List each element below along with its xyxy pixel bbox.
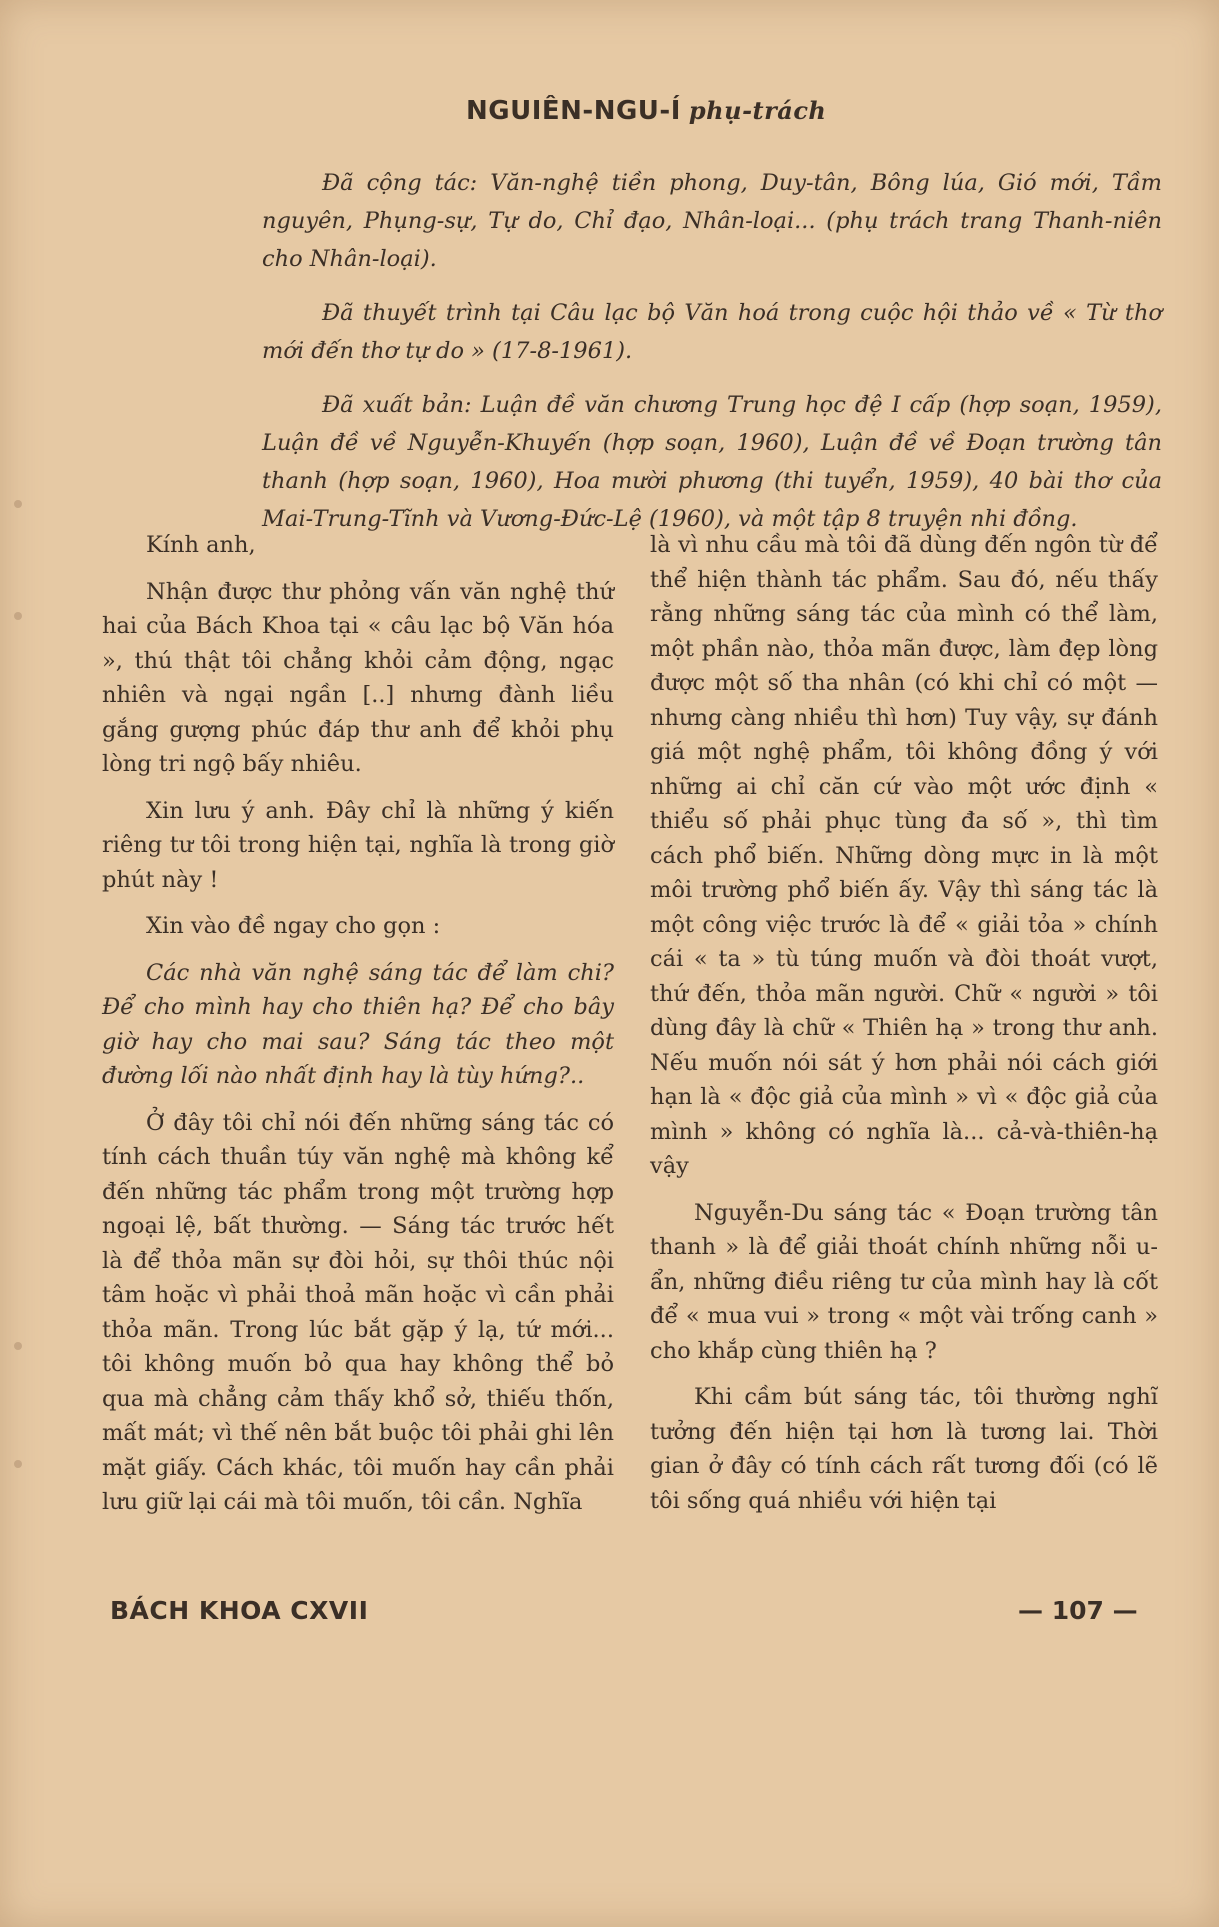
body-paragraph: Ở đây tôi chỉ nói đến những sáng tác có tính cách thuần túy văn nghệ mà không kể đến những tác phẩm trong một trường hợp ngoại lệ, bất thường. — Sáng tác trước hết là để thỏa mãn sự đòi hỏi, sự thôi thúc nội tâm hoặc vì phải thoả mãn hoặc vì cần phải thỏa mãn. Trong lúc bắt gặp ý lạ, tứ mới... tôi không muốn bỏ qua hay không thể bỏ qua mà chẳng cảm thấy khổ sở, thiếu thốn, mất mát; vì thế nên bắt buộc tôi phải ghi lên mặt giấy. Cách khác, tôi muốn hay cần phải lưu giữ lại cái mà tôi muốn, tôi cần. Nghĩa	[102, 1109, 614, 1515]
right-column	[650, 528, 1158, 1530]
bio-paragraph: Đã cộng tác: Văn-nghệ tiền phong, Duy-tân, Bông lúa, Gió mới, Tầm nguyên, Phụng-sự, Tự do, Chỉ đạo, Nhân-loại... (phụ trách trang Thanh-niên cho Nhân-loại).	[262, 170, 1162, 272]
binding-hole	[14, 1460, 22, 1468]
author-bio	[262, 164, 1162, 554]
left-column	[102, 528, 614, 1532]
binding-hole	[14, 612, 22, 620]
page-title	[466, 96, 1026, 126]
magazine-issue: BÁCH KHOA CXVII	[110, 1596, 369, 1625]
author-name: NGUIÊN-NGU-Í	[466, 96, 681, 126]
page-number: — 107 —	[1018, 1596, 1138, 1625]
binding-hole	[14, 1342, 22, 1350]
body-paragraph: Nguyễn-Du sáng tác « Đoạn trường tân thanh » là để giải thoát chính những nỗi u-ẩn, những điều riêng tư của mình hay là cốt để « mua vui » trong « một vài trống canh » cho khắp cùng thiên hạ ?	[650, 1199, 1158, 1364]
body-paragraph: là vì nhu cầu mà tôi đã dùng đến ngôn từ để thể hiện thành tác phẩm. Sau đó, nếu thấy rằng những sáng tác của mình có thể làm, một phần nào, thỏa mãn được, làm đẹp lòng được một số tha nhân (có khi chỉ có một — nhưng càng nhiều thì hơn) Tuy vậy, sự đánh giá một nghệ phẩm, tôi không đồng ý với những ai chỉ căn cứ vào một ước định « thiểu số phải phục tùng đa số », thì tìm cách phổ biến. Những dòng mực in là một môi trường phổ biến ấy. Vậy thì sáng tác là một công việc trước là để « giải tỏa » chính cái « ta » tù túng muốn và đòi thoát vượt, thứ đến, thỏa mãn người. Chữ « người » tôi dùng đây là chữ « Thiên hạ » trong thư anh. Nếu muốn nói sát ý hơn phải nói cách giới hạn là « độc giả của mình » vì « độc giả của mình » không có nghĩa là... cả-và-thiên-hạ vậy	[650, 532, 1158, 1179]
bio-paragraph: Đã thuyết trình tại Câu lạc bộ Văn hoá trong cuộc hội thảo về « Từ thơ mới đến thơ tự do » (17-8-1961).	[262, 300, 1162, 364]
binding-hole	[14, 500, 22, 508]
salutation: Kính anh,	[146, 532, 256, 558]
question-paragraph: Các nhà văn nghệ sáng tác để làm chi? Để cho mình hay cho thiên hạ? Để cho bây giờ hay cho mai sau? Sáng tác theo một đường lối nào nhất định hay là tùy hứng?..	[102, 959, 614, 1089]
body-paragraph: Xin lưu ý anh. Đây chỉ là những ý kiến riêng tư tôi trong hiện tại, nghĩa là trong giờ phút này !	[102, 797, 614, 893]
body-paragraph: Xin vào đề ngay cho gọn :	[146, 913, 441, 939]
author-role: phụ-trách	[688, 96, 827, 125]
body-paragraph: Khi cầm bút sáng tác, tôi thường nghĩ tưởng đến hiện tại hơn là tương lai. Thời gian ở đây có tính cách rất tương đối (có lẽ tôi sống quá nhiều với hiện tại	[650, 1384, 1158, 1514]
body-paragraph: Nhận được thư phỏng vấn văn nghệ thứ hai của Bách Khoa tại « câu lạc bộ Văn hóa », thú thật tôi chẳng khỏi cảm động, ngạc nhiên và ngại ngần [..] nhưng đành liều gắng gượng phúc đáp thư anh để khỏi phụ lòng tri ngộ bấy nhiêu.	[102, 578, 614, 777]
bio-paragraph: Đã xuất bản: Luận đề văn chương Trung học đệ I cấp (hợp soạn, 1959), Luận đề về Nguyễn-Khuyến (hợp soạn, 1960), Luận đề về Đoạn trường tân thanh (hợp soạn, 1960), Hoa mười phương (thi tuyển, 1959), 40 bài thơ của Mai-Trung-Tĩnh và Vương-Đức-Lệ (1960), và một tập 8 truyện nhi đồng.	[262, 392, 1162, 532]
